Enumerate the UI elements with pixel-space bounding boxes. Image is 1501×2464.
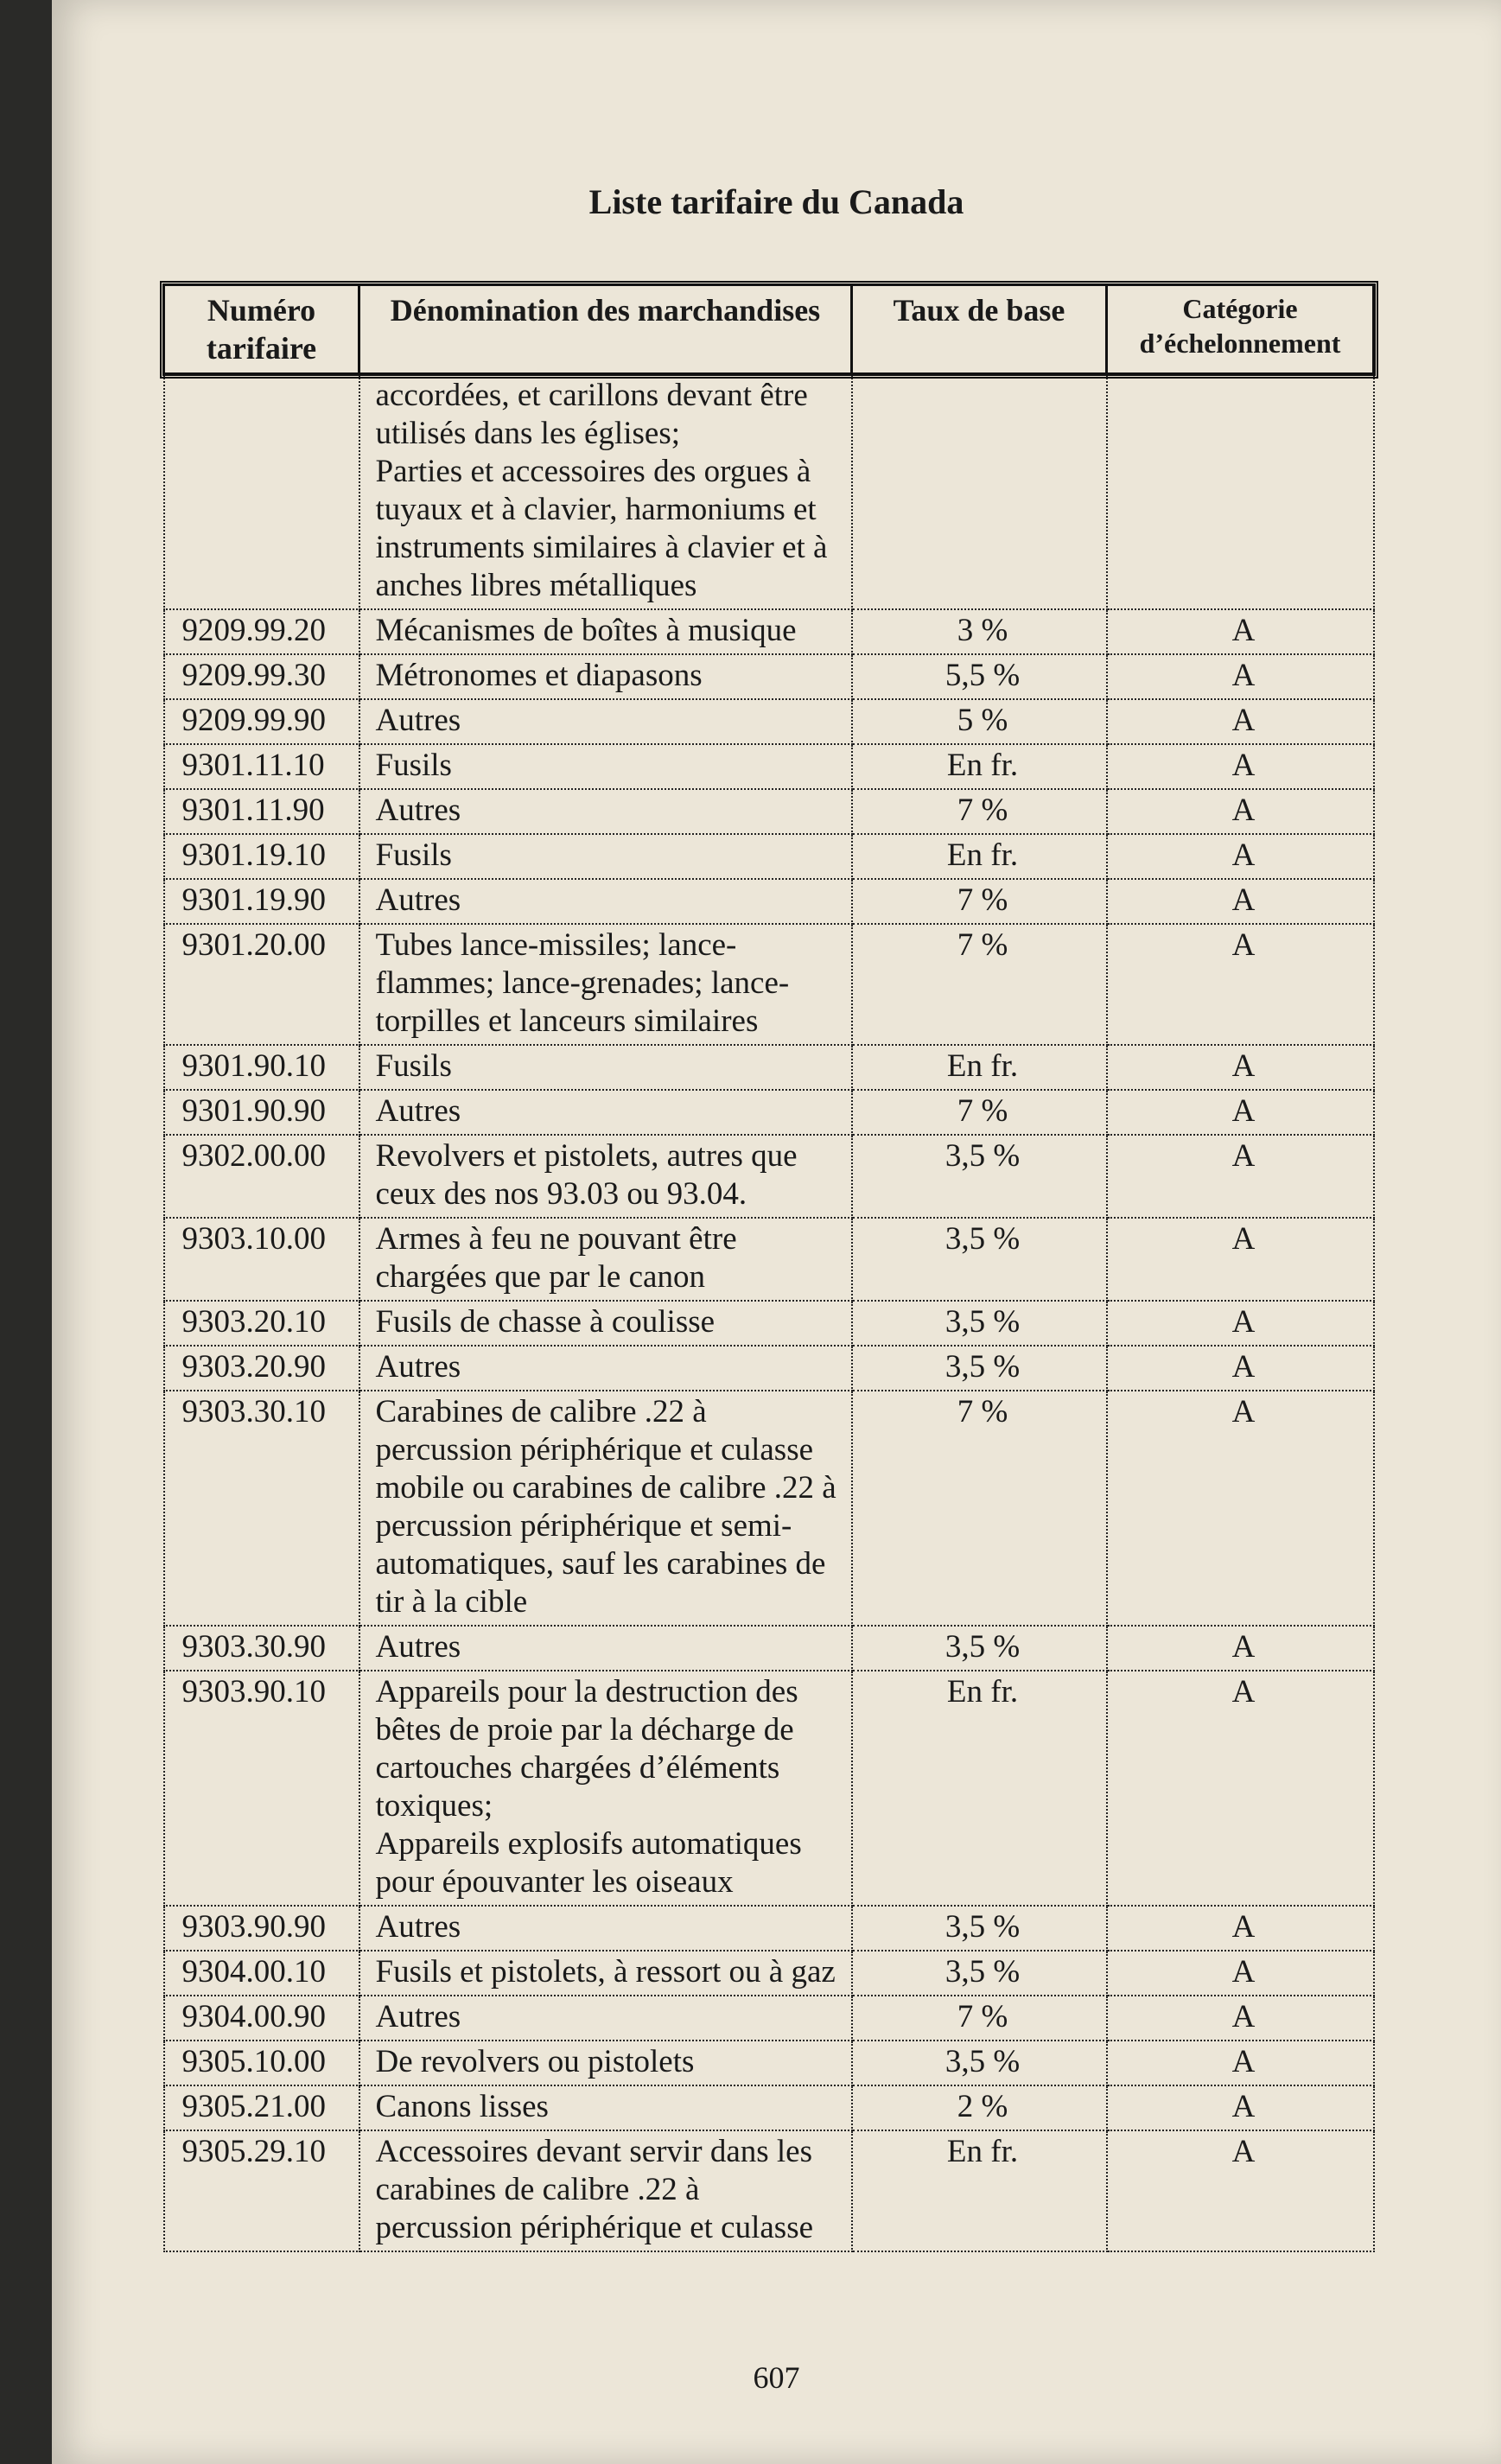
staging-category-cell: A: [1107, 1951, 1374, 1996]
tariff-number-cell: 9209.99.30: [164, 654, 359, 699]
table-row: [164, 1951, 1374, 1996]
description-cell: Fusils et pistolets, à ressort ou à gaz: [359, 1951, 852, 1996]
staging-category-cell: A: [1107, 1391, 1374, 1626]
staging-category-cell: A: [1107, 609, 1374, 654]
base-rate-cell: En fr.: [852, 2130, 1107, 2251]
table-row: [164, 2130, 1374, 2251]
header-denomination: Dénomination des marchandises: [359, 285, 852, 374]
tariff-number-cell: 9304.00.90: [164, 1996, 359, 2041]
staging-category-cell: A: [1107, 834, 1374, 879]
base-rate-cell: 7 %: [852, 924, 1107, 1045]
table-row: [164, 1090, 1374, 1135]
tariff-number-cell: 9209.99.20: [164, 609, 359, 654]
base-rate-cell: 7 %: [852, 1391, 1107, 1626]
staging-category-cell: A: [1107, 1218, 1374, 1301]
header-taux: Taux de base: [852, 285, 1107, 374]
base-rate-cell: 3 %: [852, 609, 1107, 654]
table-row: [164, 789, 1374, 834]
description-cell: Carabines de calibre .22 à percussion périphérique et culasse mobile ou carabines de calibre .22 à percussion périphérique et semi-automatiques, sauf les carabines de tir à la cible: [359, 1391, 852, 1626]
description-cell: Appareils pour la destruction des bêtes de proie par la décharge de cartouches chargées d’éléments toxiques; Appareils explosifs automatiques pour épouvanter les oiseaux: [359, 1671, 852, 1906]
table-row: [164, 1391, 1374, 1626]
base-rate-cell: En fr.: [852, 834, 1107, 879]
tariff-number-cell: 9303.10.00: [164, 1218, 359, 1301]
tariff-number-cell: 9304.00.10: [164, 1951, 359, 1996]
description-cell: Mécanismes de boîtes à musique: [359, 609, 852, 654]
table-row: [164, 834, 1374, 879]
tariff-number-cell: [164, 374, 359, 610]
staging-category-cell: A: [1107, 1626, 1374, 1671]
base-rate-cell: 3,5 %: [852, 1951, 1107, 1996]
staging-category-cell: A: [1107, 2041, 1374, 2085]
base-rate-cell: 7 %: [852, 789, 1107, 834]
description-cell: Canons lisses: [359, 2085, 852, 2130]
base-rate-cell: 7 %: [852, 1996, 1107, 2041]
tariff-number-cell: 9301.19.10: [164, 834, 359, 879]
staging-category-cell: A: [1107, 699, 1374, 744]
base-rate-cell: 5 %: [852, 699, 1107, 744]
table-row: [164, 1996, 1374, 2041]
tariff-number-cell: 9301.19.90: [164, 879, 359, 924]
tariff-number-cell: 9303.90.90: [164, 1906, 359, 1951]
tariff-number-cell: 9305.21.00: [164, 2085, 359, 2130]
description-cell: Métronomes et diapasons: [359, 654, 852, 699]
tariff-number-cell: 9301.90.90: [164, 1090, 359, 1135]
tariff-number-cell: 9303.20.90: [164, 1346, 359, 1391]
description-cell: Autres: [359, 879, 852, 924]
base-rate-cell: 3,5 %: [852, 1301, 1107, 1346]
header-numero: Numéro tarifaire: [164, 285, 359, 374]
tariff-number-cell: 9303.20.10: [164, 1301, 359, 1346]
tariff-number-cell: 9305.10.00: [164, 2041, 359, 2085]
staging-category-cell: A: [1107, 1346, 1374, 1391]
description-cell: Autres: [359, 1996, 852, 2041]
table-row: [164, 1135, 1374, 1218]
staging-category-cell: A: [1107, 1135, 1374, 1218]
description-cell: De revolvers ou pistolets: [359, 2041, 852, 2085]
description-cell: Armes à feu ne pouvant être chargées que par le canon: [359, 1218, 852, 1301]
description-cell: Autres: [359, 699, 852, 744]
tariff-table: [162, 283, 1375, 2252]
table-row: [164, 1045, 1374, 1090]
table-row: [164, 744, 1374, 789]
base-rate-cell: 5,5 %: [852, 654, 1107, 699]
description-cell: Accessoires devant servir dans les carabines de calibre .22 à percussion périphérique et culasse: [359, 2130, 852, 2251]
base-rate-cell: 3,5 %: [852, 1135, 1107, 1218]
staging-category-cell: A: [1107, 924, 1374, 1045]
base-rate-cell: 3,5 %: [852, 2041, 1107, 2085]
description-cell: Autres: [359, 1906, 852, 1951]
table-row: [164, 1626, 1374, 1671]
tariff-number-cell: 9301.90.10: [164, 1045, 359, 1090]
staging-category-cell: A: [1107, 1090, 1374, 1135]
table-row: [164, 2085, 1374, 2130]
base-rate-cell: 7 %: [852, 879, 1107, 924]
tariff-number-cell: 9303.30.10: [164, 1391, 359, 1626]
table-row: [164, 2041, 1374, 2085]
tariff-number-cell: 9302.00.00: [164, 1135, 359, 1218]
table-header-row: [164, 285, 1374, 374]
staging-category-cell: A: [1107, 789, 1374, 834]
tariff-number-cell: 9305.29.10: [164, 2130, 359, 2251]
tariff-number-cell: 9303.30.90: [164, 1626, 359, 1671]
description-cell: Fusils de chasse à coulisse: [359, 1301, 852, 1346]
staging-category-cell: A: [1107, 1906, 1374, 1951]
table-body: [164, 374, 1374, 2252]
table-row: [164, 879, 1374, 924]
table-row: [164, 1346, 1374, 1391]
staging-category-cell: A: [1107, 1996, 1374, 2041]
description-cell: Autres: [359, 1090, 852, 1135]
base-rate-cell: 3,5 %: [852, 1626, 1107, 1671]
base-rate-cell: 3,5 %: [852, 1346, 1107, 1391]
document-page: [52, 0, 1501, 2464]
staging-category-cell: A: [1107, 1301, 1374, 1346]
staging-category-cell: A: [1107, 744, 1374, 789]
header-categorie: Catégorie d’échelonnement: [1107, 285, 1374, 374]
table-row: [164, 1301, 1374, 1346]
staging-category-cell: A: [1107, 1671, 1374, 1906]
description-cell: Autres: [359, 1626, 852, 1671]
description-cell: Fusils: [359, 1045, 852, 1090]
base-rate-cell: En fr.: [852, 1671, 1107, 1906]
base-rate-cell: 7 %: [852, 1090, 1107, 1135]
base-rate-cell: 2 %: [852, 2085, 1107, 2130]
base-rate-cell: En fr.: [852, 744, 1107, 789]
description-cell: Autres: [359, 1346, 852, 1391]
tariff-number-cell: 9301.11.90: [164, 789, 359, 834]
staging-category-cell: A: [1107, 879, 1374, 924]
description-cell: Autres: [359, 789, 852, 834]
base-rate-cell: 3,5 %: [852, 1906, 1107, 1951]
table-row: [164, 1906, 1374, 1951]
staging-category-cell: A: [1107, 1045, 1374, 1090]
table-row: [164, 1218, 1374, 1301]
page-number: 607: [753, 2360, 800, 2395]
tariff-number-cell: 9301.20.00: [164, 924, 359, 1045]
description-cell: Fusils: [359, 744, 852, 789]
base-rate-cell: En fr.: [852, 1045, 1107, 1090]
table-row: [164, 609, 1374, 654]
staging-category-cell: A: [1107, 2130, 1374, 2251]
description-cell: accordées, et carillons devant être utilisés dans les églises; Parties et accessoires des orgues à tuyaux et à clavier, harmoniums et instruments similaires à clavier et à anches libres métalliques: [359, 374, 852, 610]
table-row: [164, 374, 1374, 610]
staging-category-cell: [1107, 374, 1374, 610]
tariff-number-cell: 9303.90.10: [164, 1671, 359, 1906]
staging-category-cell: A: [1107, 654, 1374, 699]
table-row: [164, 699, 1374, 744]
table-row: [164, 1671, 1374, 1906]
description-cell: Fusils: [359, 834, 852, 879]
table-row: [164, 924, 1374, 1045]
table-row: [164, 654, 1374, 699]
page-title: Liste tarifaire du Canada: [588, 182, 964, 221]
tariff-number-cell: 9301.11.10: [164, 744, 359, 789]
staging-category-cell: A: [1107, 2085, 1374, 2130]
base-rate-cell: [852, 374, 1107, 610]
description-cell: Revolvers et pistolets, autres que ceux des nos 93.03 ou 93.04.: [359, 1135, 852, 1218]
base-rate-cell: 3,5 %: [852, 1218, 1107, 1301]
description-cell: Tubes lance-missiles; lance-flammes; lance-grenades; lance-torpilles et lanceurs similaires: [359, 924, 852, 1045]
tariff-number-cell: 9209.99.90: [164, 699, 359, 744]
